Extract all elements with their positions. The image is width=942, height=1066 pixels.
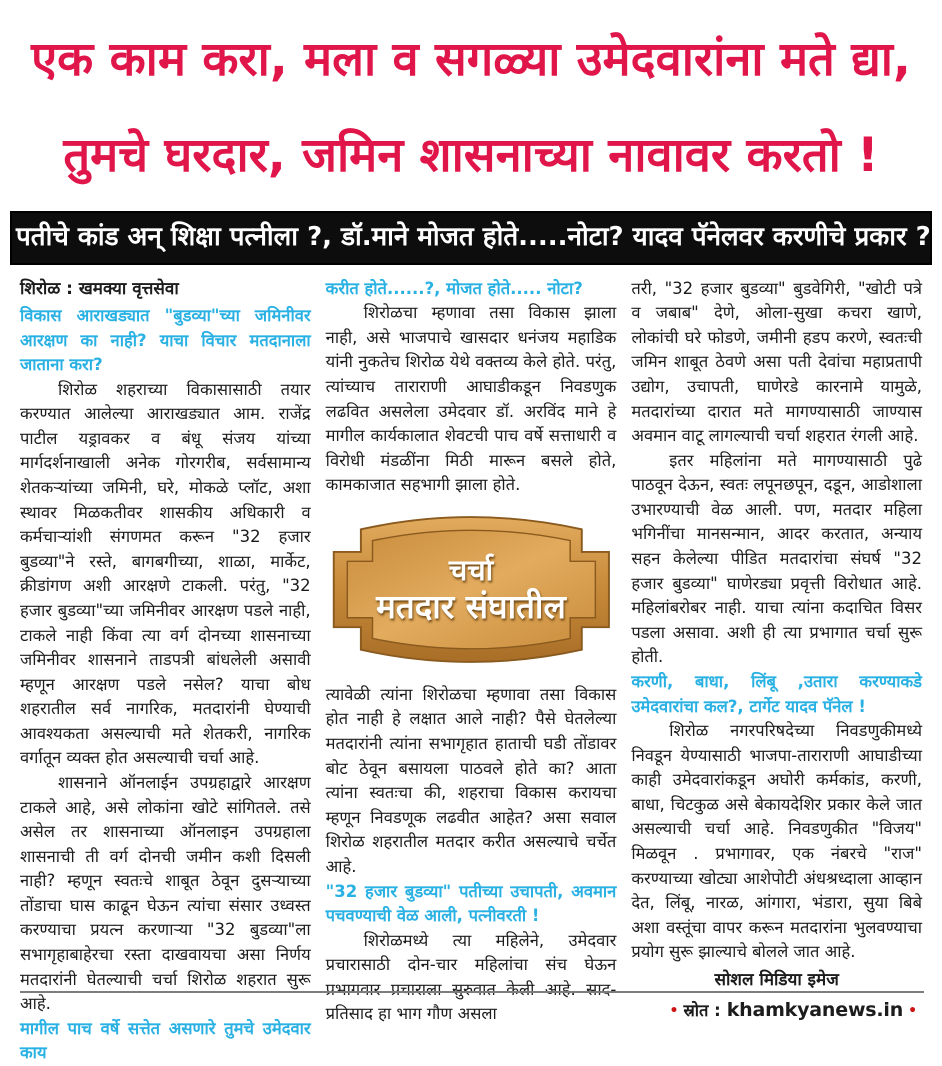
- column-2: [326, 277, 617, 1027]
- headline-line-2: तुमचे घरदार, जमिन शासनाच्या नावावर करतो !: [63, 128, 879, 184]
- source-website: khamkyanews.in: [726, 999, 904, 1022]
- subhead-black-magic: करणी, बाधा, लिंबू ,उतारा करण्याकडे उमेदवारांचा कल?, टार्गेट यादव पॅनेल !: [631, 671, 923, 716]
- paragraph: शिरोळ नगरपरिषदेच्या निवडणुकीमध्ये निवडून येण्यासाठी भाजपा-ताराराणी आघाडीच्या काही उमेदवारांकडून अघोरी कर्मकांड, करणी, बाधा, चिटकुळ असे बेकायदेशिर प्रकार केले जात असल्याची चर्चा आहे. निवडणुकीत "विजय" मिळवून . प्रभागावर, एक नंबरचे "राज" करण्याच्या खोट्या आशेपोटी अंधश्रध्दाला आव्हान देत, लिंबू, नारळ, आंगारा, भंडारा, सुया बिबे अशा वस्तूंचा वापर करून मतदारांना भुलवण्याचा प्रयोग सुरू झाल्याचे बोलले जात आहे.: [631, 721, 923, 962]
- red-dot-icon: •: [669, 1003, 679, 1020]
- sign-title: चर्चा: [448, 552, 494, 587]
- subhead-husband-antics: "32 हजार बुडव्या" पतीच्या उचापती, अवमान पचवण्याची वेळ आली, पत्नीवरती !: [325, 881, 617, 926]
- paragraph: शासनाने ऑनलाईन उपग्रहाद्वारे आरक्षण टाकले आहे, असे लोकांना खोटे सांगितले. तसे असेल तर शासनाच्या ऑनलाइन उपग्रहाला शासनाची ती वर्ग दोनची जमीन कशी दिसली नाही? म्हणून स्वतःचे शाबूत ठेवून दुसऱ्याच्या तोंडाचा घास काढून घेऊन त्यांचा संसार उध्वस्त करण्याचा प्रयत्न करणाऱ्या "32 बुडव्या"ला सभागृहाबाहेरचा रस्ता दाखवायचा असा निर्णय मतदारांनी घेतल्याची चर्चा शिरोळ शहरात सुरू आहे.: [20, 773, 311, 1014]
- subhead-development-plan: विकास आराखड्यात "बुडव्या"च्या जमिनीवर आरक्षण का नाही? याचा विचार मतदानाला जाताना करा?: [20, 306, 311, 375]
- headline: [0, 0, 942, 205]
- column-1: [20, 277, 311, 1066]
- paragraph: तरी, "32 हजार बुडव्या" बुडवेगिरी, "खोटी पत्रे व जबाब" देणे, ओला-सुखा कचरा खाणे, लोकांची घरे फोडणे, जमीनी हडप करणे, स्वतःची जमिन शाबूत ठेवणे असा पती देवांचा महाप्रतापी उद्योग, उचापती, घाणेरडे कारनामे यामुळे, मतदारांच्या दारात मते मागण्यासाठी जाण्यास अवमान वाटू लागल्याची चर्चा शहरात रंगली आहे.: [631, 278, 923, 446]
- dateline: शिरोळ : खमक्या वृत्तसेवा: [20, 278, 179, 299]
- wooden-sign-graphic: [326, 503, 617, 677]
- paragraph: इतर महिलांना मते मागण्यासाठी पुढे पाठवून देऊन, स्वतः लपूनछपून, दडून, आडोशाला उभारण्याची वेळ आली. पण, मतदार महिला भगिनींचा मानसन्मान, आदर करतात, अन्याय सहन केलेल्या पीडित मतदारांचा संघर्ष "32 हजार बुडव्या" घाणेरड्या प्रवृत्ती विरोधात आहे. महिलांबरोबर नाही. याचा त्यांना कदाचित विसर पडला असावा. अशी ही त्या प्रभागात चर्चा सुरू होती.: [631, 450, 923, 667]
- paragraph: शिरोळ शहराच्या विकासासाठी तयार करण्यात आलेल्या आराखड्यात आम. राजेंद्र पाटील यड्रावकर व बंधू संजय यांच्या मार्गदर्शनाखाली अनेक गोरगरीब, सर्वसामान्य शेतकऱ्यांच्या जमिनी, घरे, मोकळे प्लॉट, अशा स्थावर मिळकतीवर शासकीय अधिकारी व कर्मचाऱ्यांशी संगणमत करून "32 हजार बुडव्या"ने रस्ते, बागबगीच्या, शाळा, मार्केट, क्रीडांगण अशी आरक्षणे टाकली. परंतु, "32 हजार बुडव्या"च्या जमिनीवर आरक्षण पडले नाही, टाकले नाही किंवा त्या वर्ग दोनच्या शासनाच्या जमिनीवर शासनाने ताडपत्री बांधलेली असावी म्हणून आरक्षण पडले नसेल? याचा बोध शहरातील सर्व नागरिक, मतदारांनी घेण्याची आवश्यकता असल्याची मते शेतकरी, नागरिक वर्गातून व्यक्त होत असल्याची चर्चा आहे.: [20, 379, 311, 768]
- paragraph: शिरोळमध्ये त्या महिलेने, उमेदवार प्रचारासाठी दोन-चार महिलांचा संच घेऊन प्रभागवार प्रचाराला सुरुवात केली आहे. साद-प्रतिसाद हा भाग गौण असला: [325, 930, 617, 1024]
- article-body: [0, 265, 942, 1066]
- subhead-counting-notes: करीत होते......?, मोजत होते..... नोटा?: [325, 278, 583, 298]
- column-3: [631, 277, 922, 1025]
- source-label: स्रोत :: [683, 1001, 721, 1021]
- paragraph: त्यावेळी त्यांना शिरोळचा म्हणावा तसा विकास होत नाही हे लक्षात आले नाही? पैसे घेतलेल्या मतदारांनी त्यांना सभागृहात हाताची घडी तोंडावर बोट ठेवून बसायला पाठवले होते का? आता त्यांना स्वतःचा की, शहराचा विकास करायचा म्हणून निवडणूक लढवीत आहेत? असा सवाल शिरोळ शहरातील मतदार करीत असल्याचे चर्चेत आहे.: [325, 684, 617, 876]
- headline-line-1: एक काम करा, मला व सगळ्या उमेदवारांना मते द्या,: [31, 32, 911, 87]
- subhead-past-five-years: मागील पाच वर्षे सत्तेत असणारे तुमचे उमेदवार काय: [20, 1018, 311, 1063]
- paragraph: शिरोळचा म्हणावा तसा विकास झाला नाही, असे भाजपाचे खासदार धनंजय महाडिक यांनी नुकतेच शिरोळ येथे वक्तव्य केले होते. परंतु, त्यांच्याच ताराराणी आघाडीकडून निवडणुक लढवित असलेला उमेदवार डॉ. अरविंद माने हे मागील कार्यकालात शेवटची पाच वर्षे सत्ताधारी व विरोधी मंडळींना मिठी मारून बसले होते, कामकाजात सहभागी झाला होते.: [325, 303, 617, 495]
- wooden-sign-text: [326, 503, 617, 677]
- image-credit: सोशल मिडिया इमेज: [714, 969, 839, 990]
- bottom-divider: [20, 991, 924, 993]
- sub-headline-banner: [10, 211, 932, 265]
- sign-subtitle: मतदार संघातील: [376, 587, 566, 627]
- red-dot-icon: •: [908, 1003, 918, 1020]
- source-line: [631, 996, 922, 1024]
- banner-text: पतीचे कांड अन् शिक्षा पत्नीला ?, डॉ.माने मोजत होते.....नोटा? यादव पॅनेलवर करणीचे प्रकार ?: [16, 221, 931, 252]
